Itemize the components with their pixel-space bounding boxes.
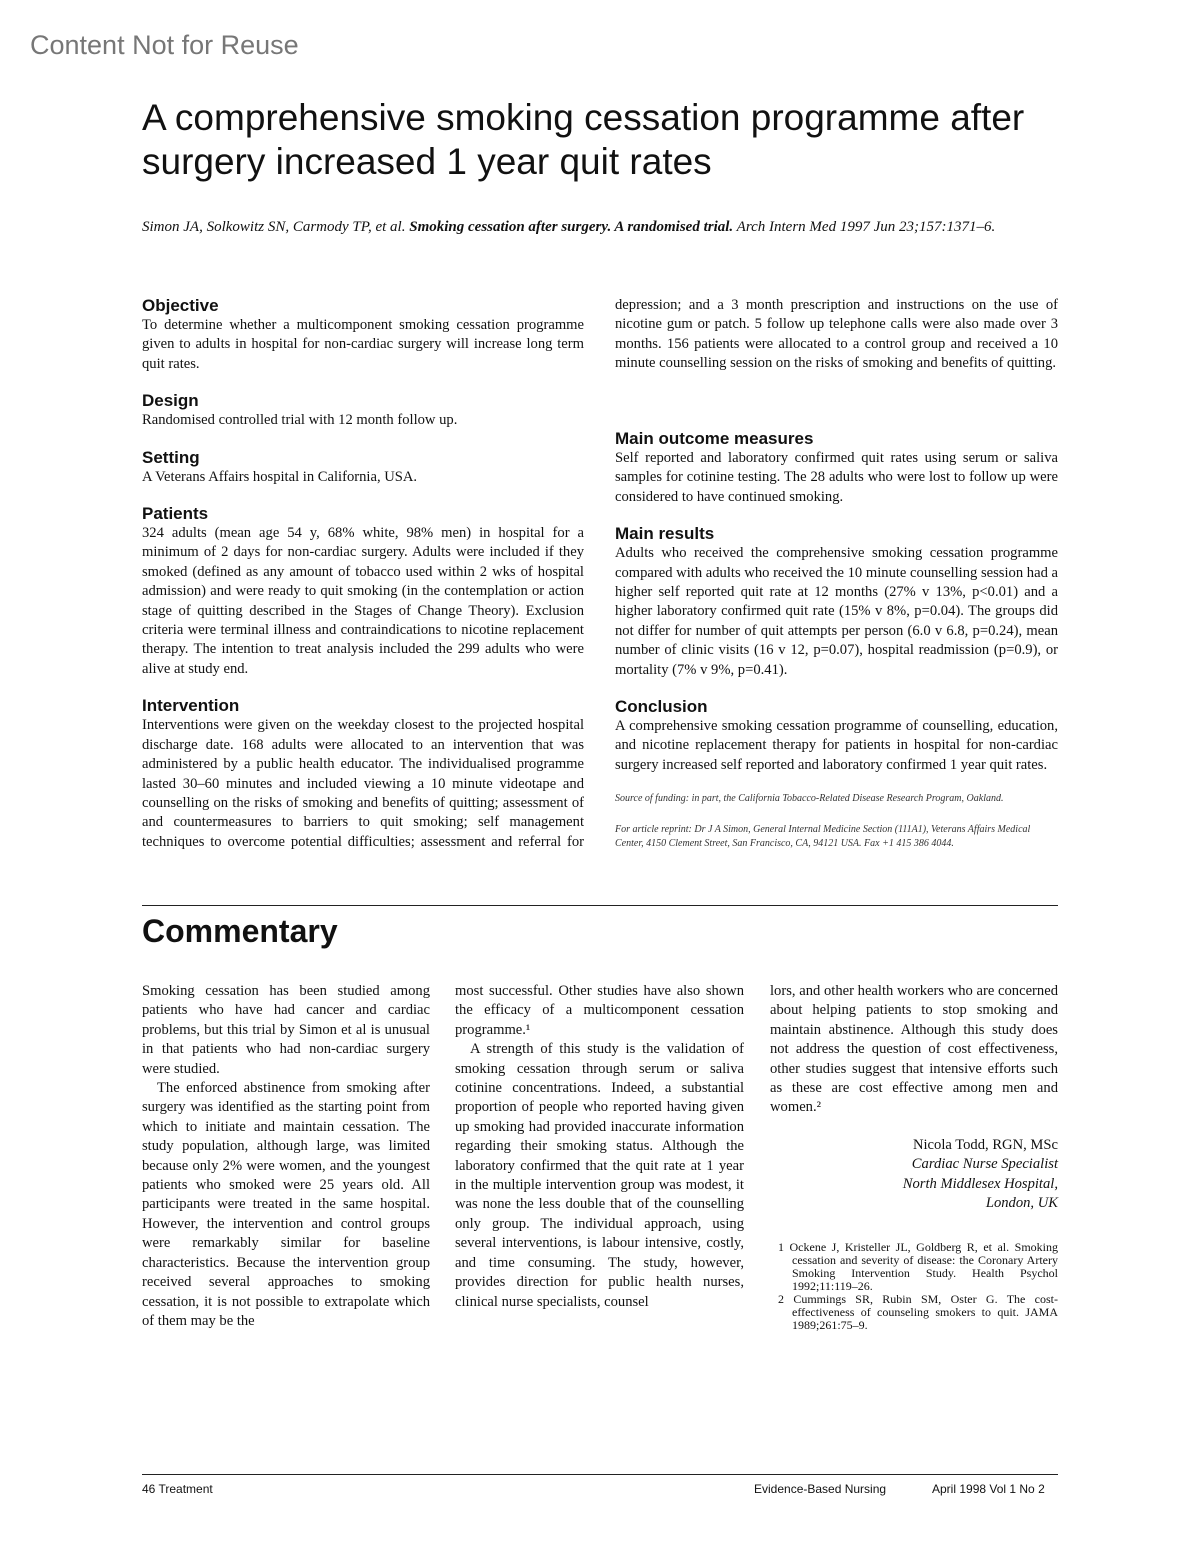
reprint-note: For article reprint: Dr J A Simon, General Internal Medicine Section (111A1), Veterans Affairs Medical Center, 4150 Clement Street, San Francisco, CA, 94121 USA. Fax +1 415 386 4044.: [615, 824, 1031, 850]
commentary-column-2: [455, 982, 744, 1312]
footer-journal: Evidence-Based Nursing: [754, 1482, 887, 1496]
commentary-paragraph-continued: most successful. Other studies have also shown the efficacy of a multicomponent cessation programme.¹: [455, 983, 744, 1038]
setting-heading: Setting: [142, 447, 200, 467]
author-location: London, UK: [985, 1195, 1058, 1212]
footer-issue: April 1998 Vol 1 No 2: [932, 1482, 1045, 1496]
setting-text: A Veterans Affairs hospital in California, USA.: [142, 468, 418, 485]
section-divider: [142, 905, 1058, 906]
citation-authors: Simon JA, Solkowitz SN, Carmody TP, et al.: [142, 219, 406, 235]
citation-source: Arch Intern Med 1997 Jun 23;157:1371–6.: [736, 219, 996, 235]
commentary-paragraph-continued: lors, and other health workers who are concerned about helping patients to stop smoking and maintain abstinence. Although this study does not address the question of cost effectiveness, other studies suggest that intensive efforts such as these are cost effective among men and women.²: [770, 983, 1058, 1116]
conclusion-heading: Conclusion: [615, 697, 708, 717]
commentary-heading: Commentary: [142, 913, 338, 949]
results-text: Adults who received the comprehensive smoking cessation programme compared with adults who received the 10 minute counselling session had a higher self reported quit rate at 12 months (27% v 13%, p<0.01) and a higher laboratory confirmed quit rate (15% v 8%, p=0.04). The groups did not differ for number of quit attempts per person (6.0 v 6.8, p=0.24), mean number of clinic visits (16 v 12, p=0.07), hospital readmission (p=0.9), or mortality (7% v 9%, p=0.41).: [615, 545, 1058, 678]
watermark: Content Not for Reuse: [30, 30, 299, 60]
patients-heading: Patients: [142, 504, 209, 524]
intervention-heading: Intervention: [142, 696, 240, 716]
reference-item: 2 Cummings SR, Rubin SM, Oster G. The cost-effectiveness of counseling smokers to quit. JAMA 1989;261:75–9.: [778, 1292, 1058, 1333]
footer-divider: [142, 1474, 1058, 1475]
citation: [142, 217, 1002, 237]
design-heading: Design: [142, 391, 199, 411]
abstract-left-column: [142, 296, 584, 869]
design-text: Randomised controlled trial with 12 month follow up.: [142, 412, 458, 429]
author-role: Cardiac Nurse Specialist: [911, 1156, 1058, 1173]
author-name: Nicola Todd, RGN, MSc: [912, 1136, 1058, 1153]
commentary-paragraph: Smoking cessation has been studied among patients who have had cancer and cardiac problems, but this trial by Simon et al is unusual in that patients who had non-cardiac surgery were studied.: [142, 983, 430, 1077]
commentary-column-1: [142, 982, 430, 1331]
objective-heading: Objective: [142, 296, 219, 315]
author-signature: [770, 1136, 1058, 1214]
patients-text: 324 adults (mean age 54 y, 68% white, 98% men) in hospital for a minimum of 2 days for non-cardiac surgery. Adults were included if they smoked (defined as any amount of tobacco used within 2 wks of hospital admission) and were ready to quit smoking (in the contemplation or action stage of quitting described in the Stages of Change Theory). Exclusion criteria were terminal illness and contraindications to nicotine replacement therapy. The intention to treat analysis included the 299 adults who were alive at study end.: [142, 525, 584, 677]
funding-note: Source of funding: in part, the California Tobacco-Related Disease Research Program, Oakland.: [615, 793, 1004, 805]
footer-page: 46 Treatment: [142, 1482, 213, 1496]
article-title: A comprehensive smoking cessation programme after surgery increased 1 year quit rates: [142, 97, 1025, 182]
commentary-column-3: [770, 982, 1058, 1332]
intervention-continued: depression; and a 3 month prescription and instructions on the use of nicotine gum or patch. 5 follow up telephone calls were also made over 3 months. 156 patients were allocated to a control group and received a 10 minute counselling session on the risks of smoking and benefits of quitting.: [615, 296, 1058, 372]
commentary-paragraph: A strength of this study is the validation of smoking cessation through serum or saliva cotinine concentrations. Indeed, a substantial proportion of people who reported having given up smoking had provided inaccurate information regarding their smoking status. Although the laboratory confirmed that the quit rate at 1 year in the multiple intervention group was modest, it was none the less double that of the counselling only group. The individual approach, using several interventions, is labour intensive, costly, and time consuming. The study, however, provides direction for public health nurses, clinical nurse specialists, counsel: [455, 1041, 744, 1310]
objective-text: To determine whether a multicomponent smoking cessation programme given to adults in hospital for non-cardiac surgery will increase long term quit rates.: [142, 317, 584, 372]
results-heading: Main results: [615, 524, 715, 544]
references: [770, 1241, 1058, 1332]
intervention-text: Interventions were given on the weekday closest to the projected hospital discharge date. 168 adults were allocated to an intervention that was administered by a public health educator. The individualised programme lasted 30–60 minutes and included viewing a 10 minute videotape and counselling on the risks of smoking and benefits of quitting; assessment of and countermeasures to barriers to quit smoking; self management techniques to overcome potential difficulties; assessment and referral for: [142, 717, 584, 850]
conclusion-text: A comprehensive smoking cessation programme of counselling, education, and nicotine replacement therapy for patients in hospital for non-cardiac surgery increased self reported and laboratory confirmed 1 year quit rates.: [615, 718, 1058, 773]
outcomes-heading: Main outcome measures: [615, 429, 814, 448]
citation-article: Smoking cessation after surgery. A randomised trial.: [409, 219, 734, 235]
outcomes-text: Self reported and laboratory confirmed quit rates using serum or saliva samples for cotinine testing. The 28 adults who were lost to follow up were considered to have continued smoking.: [615, 450, 1058, 505]
abstract-right-column: [615, 296, 1058, 868]
commentary-paragraph: The enforced abstinence from smoking after surgery was identified as the starting point from which to initiate and maintain cessation. The study population, although large, was limited because only 2% were women, and the youngest patients who smoked were 25 years old. All participants were treated in the same hospital. However, the intervention and control groups were remarkably similar for baseline characteristics. Because the intervention group received several approaches to smoking cessation, it is not possible to extrapolate which of them may be the: [142, 1080, 430, 1329]
author-affiliation: North Middlesex Hospital,: [902, 1175, 1058, 1192]
reference-item: 1 Ockene J, Kristeller JL, Goldberg R, et al. Smoking cessation and severity of disease: the Coronary Artery Smoking Intervention Study. Health Psychol 1992;11:119–26.: [778, 1240, 1058, 1294]
